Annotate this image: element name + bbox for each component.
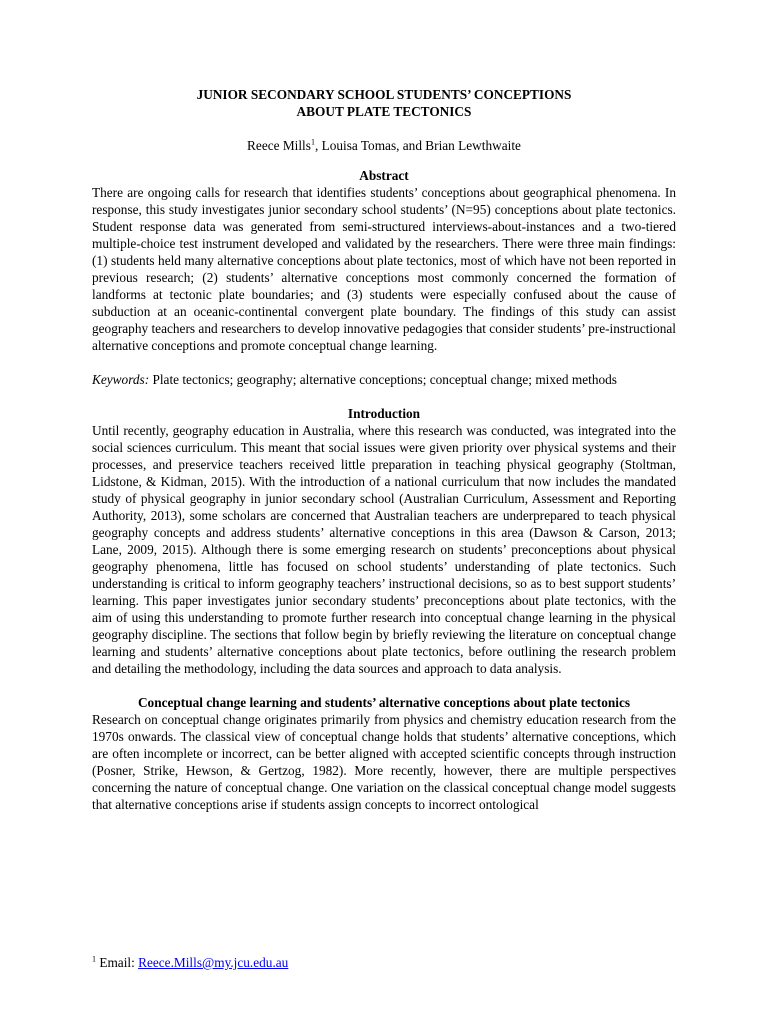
paper-page xyxy=(92,86,676,813)
keywords xyxy=(92,371,676,388)
abstract-heading: Abstract xyxy=(359,168,409,183)
author-list xyxy=(92,137,676,154)
footnote-mark: 1 xyxy=(92,954,96,964)
title-line-2: ABOUT PLATE TECTONICS xyxy=(296,104,472,119)
abstract-text: There are ongoing calls for research that identifies students’ conceptions about geographical phenomena. In response, this study investigates junior secondary school students’ (N=95) conceptions about plate tectonics. Student response data was generated from semi-structured interviews-about-instances and a two-tiered multiple-choice test instrument developed and validated by the researchers. There were three main findings: (1) students held many alternative conceptions about plate tectonics, most of which have not been reported in previous research; (2) students’ alternative conceptions most commonly concerned the formation of landforms at tectonic plate boundaries; and (3) students were especially confused about the cause of subduction at an oceanic-continental convergent plate boundary. The findings of this study can assist geography teachers and researchers to develop innovative pedagogies that consider students’ pre-instructional alternative conceptions and promote conceptual change learning. xyxy=(92,185,676,353)
author-first: Reece Mills xyxy=(247,138,311,153)
keywords-label: Keywords: xyxy=(92,372,150,387)
keywords-text: Plate tectonics; geography; alternative conceptions; conceptual change; mixed methods xyxy=(149,372,617,387)
email-link[interactable]: Reece.Mills@my.jcu.edu.au xyxy=(138,955,289,970)
footnote-label: Email: xyxy=(96,955,139,970)
footnote xyxy=(92,954,288,971)
paper-title xyxy=(92,86,676,120)
section2-text: Research on conceptual change originates primarily from physics and chemistry education research from the 1970s onwards. The classical view of conceptual change holds that students’ alternative conceptions, which are often incomplete or incorrect, can be better aligned with accepted scientific concepts through instruction (Posner, Strike, Hewson, & Gertzog, 1982). More recently, however, there are multiple perspectives concerning the nature of conceptual change. One variation on the classical conceptual change model suggests that alternative conceptions arise if students assign concepts to incorrect ontological xyxy=(92,712,676,812)
title-line-1: JUNIOR SECONDARY SCHOOL STUDENTS’ CONCEPTIONS xyxy=(196,87,572,102)
author-rest: , Louisa Tomas, and Brian Lewthwaite xyxy=(314,138,521,153)
introduction-heading: Introduction xyxy=(347,406,421,421)
section2-heading: Conceptual change learning and students’ alternative conceptions about plate tectonics xyxy=(137,695,631,710)
introduction-text: Until recently, geography education in Australia, where this research was conducted, was integrated into the social sciences curriculum. This meant that social issues were given priority over physical systems and their processes, and preservice teachers received little preparation in teaching physical geography (Stoltman, Lidstone, & Kidman, 2015). With the introduction of a national curriculum that now includes the mandated study of physical geography in junior secondary school (Australian Curriculum, Assessment and Reporting Authority, 2013), some scholars are concerned that Australian teachers are underprepared to teach physical geography concepts and address students’ alternative conceptions in this area (Dawson & Carson, 2013; Lane, 2009, 2015). Although there is some emerging research on students’ preconceptions about physical geography phenomena, little has focused on school students’ understanding of plate tectonics. Such understanding is critical to inform geography teachers’ instructional decisions, so as to best support students’ learning. This paper investigates junior secondary students’ preconceptions about plate tectonics, with the aim of using this understanding to promote further research into conceptual change learning in the physical geography discipline. The sections that follow begin by briefly reviewing the literature on conceptual change learning and students’ alternative conceptions about plate tectonics, before outlining the research problem and detailing the methodology, including the data sources and approach to data analysis. xyxy=(92,423,676,676)
author-footnote-mark: 1 xyxy=(310,137,315,147)
